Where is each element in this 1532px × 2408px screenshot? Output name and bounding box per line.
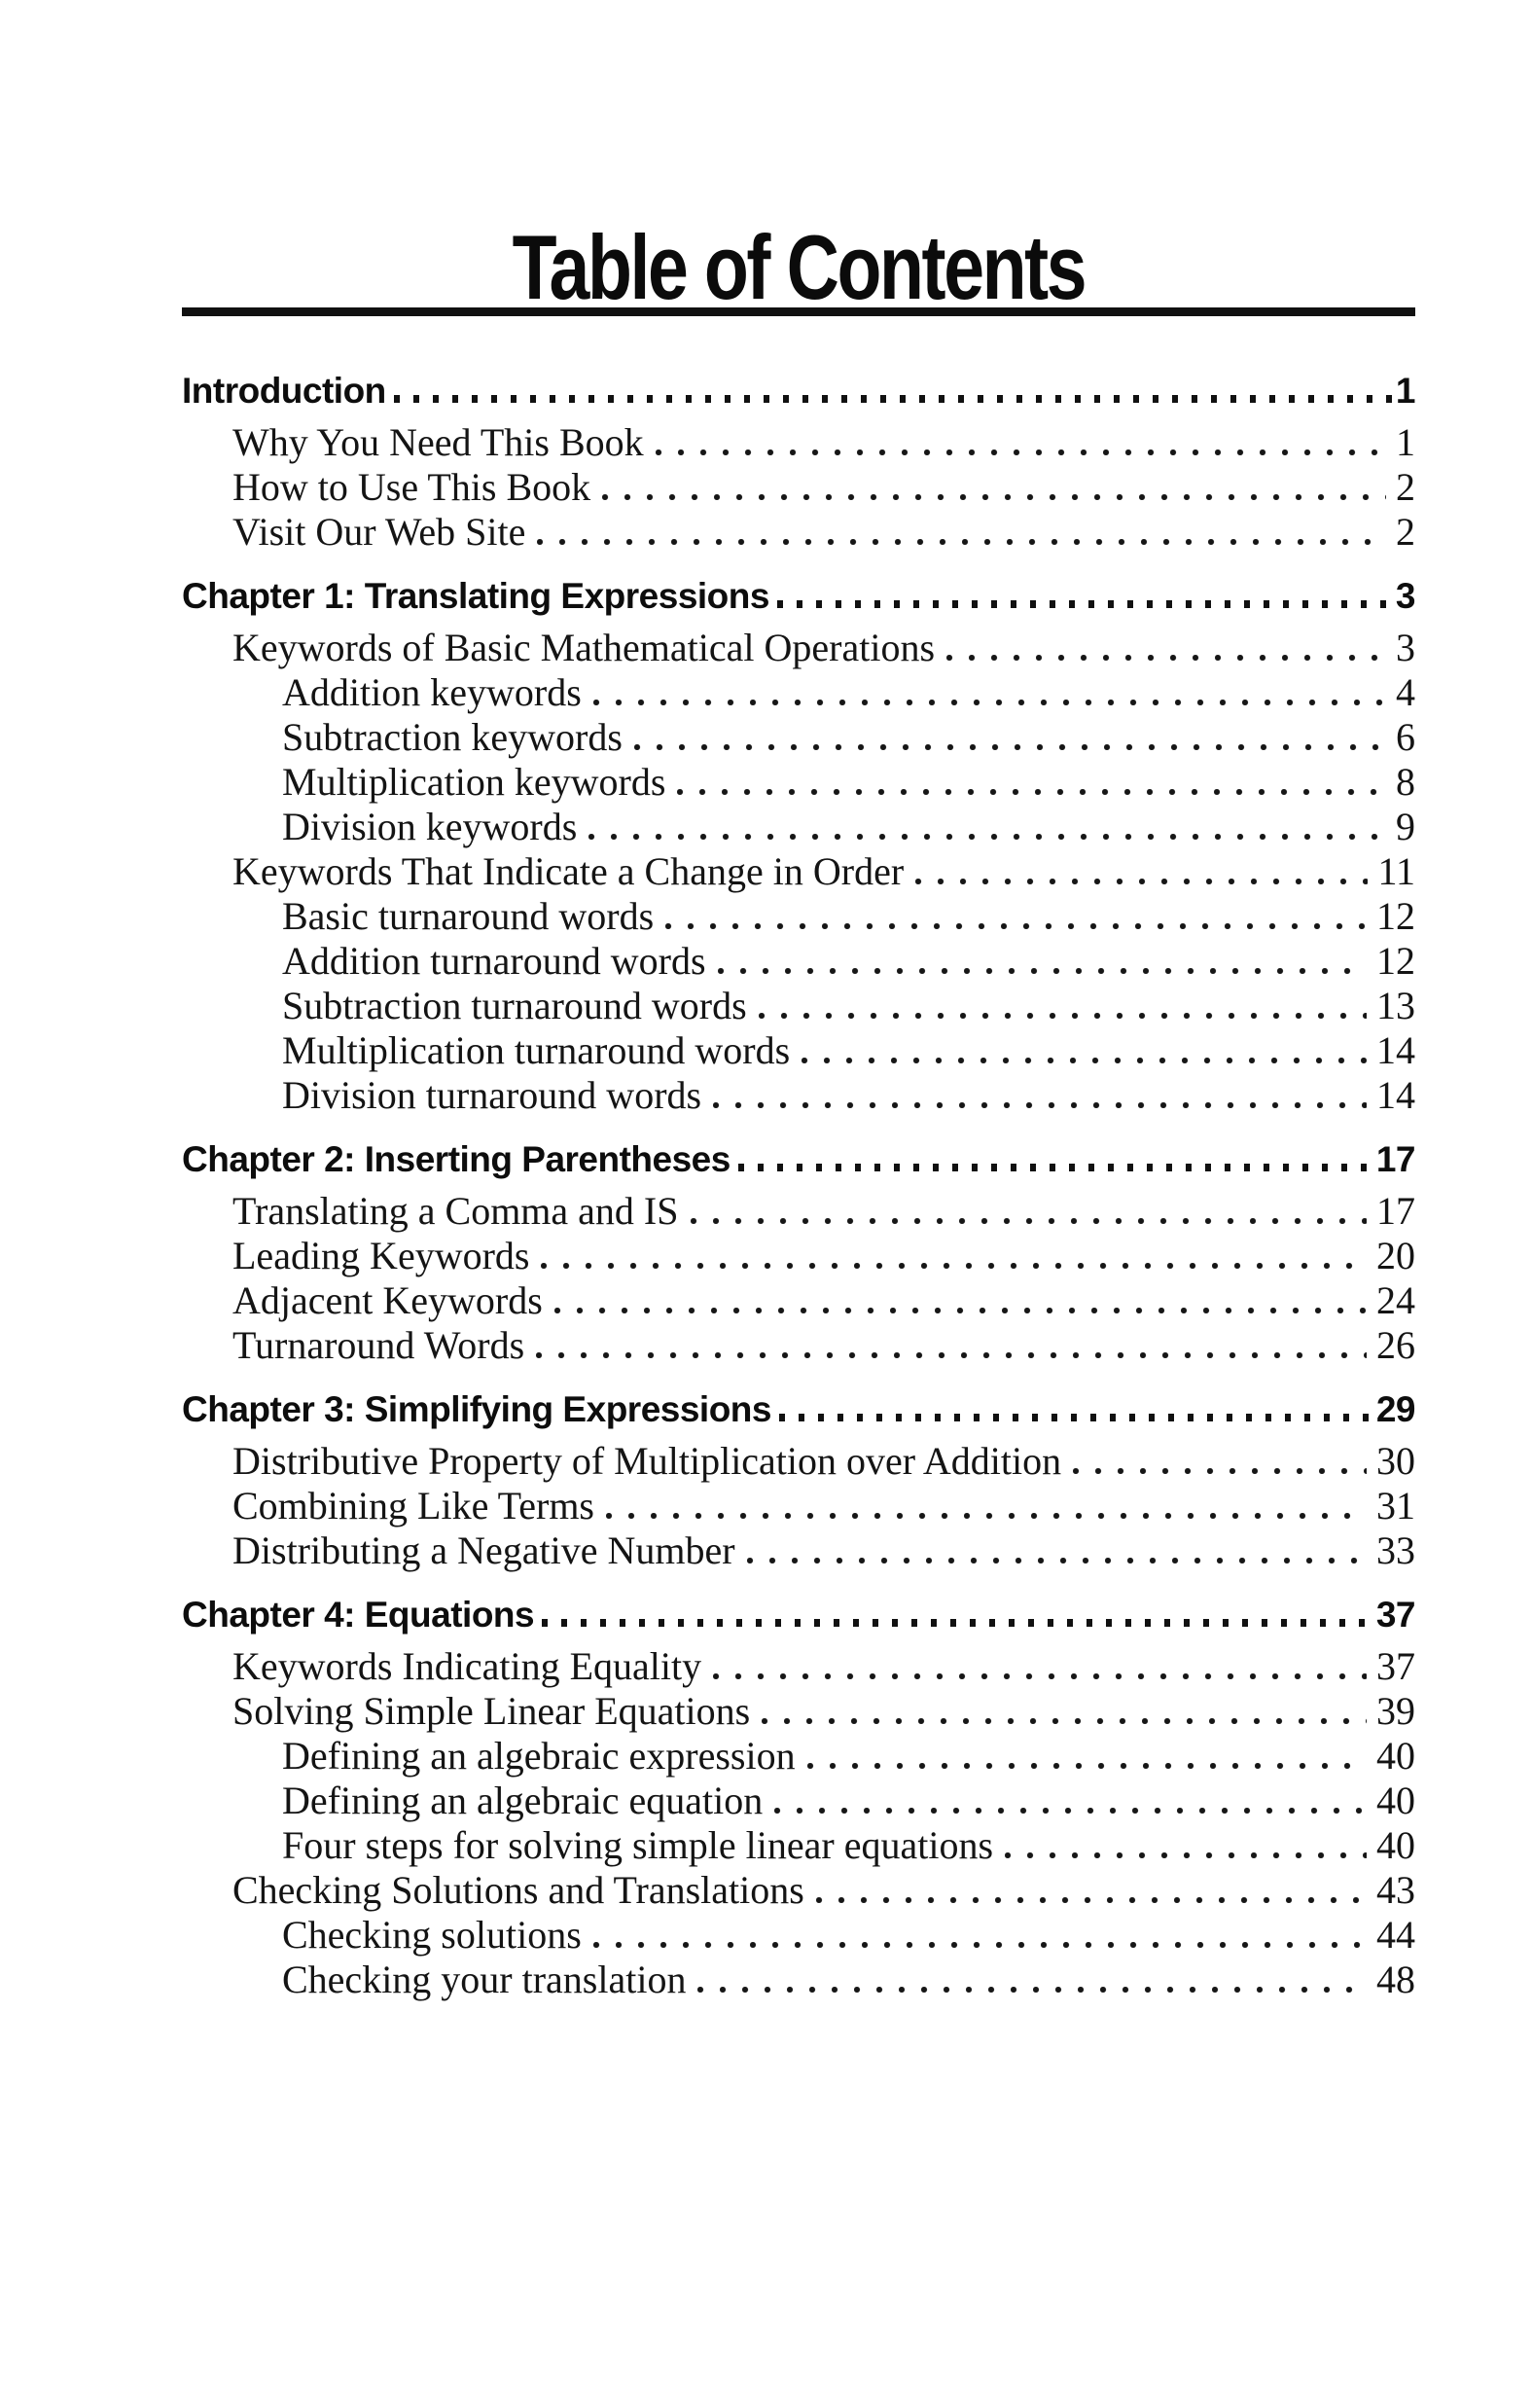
toc-entry bbox=[182, 420, 1415, 465]
toc-entry-label: Distributive Property of Multiplication over Addition bbox=[232, 1439, 1062, 1483]
toc-entry-label: Keywords That Indicate a Change in Order bbox=[232, 849, 905, 893]
toc-entry-label: Basic turnaround words bbox=[282, 894, 655, 938]
toc-entry bbox=[182, 1779, 1415, 1823]
toc-entry-page: 11 bbox=[1377, 849, 1415, 893]
dot-leader bbox=[665, 923, 1367, 929]
toc-entry-page: 3 bbox=[1395, 576, 1415, 616]
toc-entry-label: Addition turnaround words bbox=[282, 939, 706, 983]
toc-entry bbox=[182, 760, 1415, 805]
page-content bbox=[182, 0, 1415, 2002]
toc-entry-page: 8 bbox=[1396, 760, 1415, 804]
toc-entry bbox=[182, 1913, 1415, 1958]
toc-entry bbox=[182, 1234, 1415, 1278]
toc-entry-label: Addition keywords bbox=[282, 670, 582, 714]
dot-leader bbox=[1005, 1852, 1367, 1858]
toc-entry-label: Chapter 4: Equations bbox=[182, 1595, 535, 1635]
dot-leader bbox=[593, 700, 1386, 705]
toc-entry-page: 17 bbox=[1376, 1189, 1415, 1233]
toc-entry-label: Chapter 1: Translating Expressions bbox=[182, 576, 769, 616]
toc-entry-page: 12 bbox=[1376, 939, 1415, 983]
dot-leader bbox=[602, 494, 1386, 500]
toc-entry bbox=[182, 574, 1415, 619]
dot-leader bbox=[816, 1897, 1367, 1903]
toc-entry-page: 44 bbox=[1376, 1913, 1415, 1957]
dot-leader bbox=[807, 1763, 1367, 1769]
dot-leader bbox=[946, 655, 1386, 661]
toc-entry bbox=[182, 1593, 1415, 1637]
dot-leader bbox=[713, 1102, 1367, 1108]
dot-leader bbox=[697, 1987, 1367, 1993]
toc-entry-page: 17 bbox=[1375, 1139, 1415, 1179]
dot-leader bbox=[554, 1308, 1367, 1313]
dot-leader bbox=[394, 395, 1394, 403]
toc-entry bbox=[182, 1073, 1415, 1118]
toc-entry-label: Translating a Comma and IS bbox=[232, 1189, 679, 1233]
toc-entry-label: Multiplication keywords bbox=[282, 760, 666, 804]
dot-leader bbox=[774, 1808, 1367, 1814]
toc-entry-label: Four steps for solving simple linear equations bbox=[282, 1823, 994, 1867]
toc-entry bbox=[182, 670, 1415, 715]
toc-entry-page: 31 bbox=[1376, 1484, 1415, 1527]
toc-entry-page: 1 bbox=[1396, 420, 1415, 464]
dot-leader bbox=[593, 1942, 1367, 1948]
toc-entry-label: Keywords Indicating Equality bbox=[232, 1644, 702, 1688]
dot-leader bbox=[1073, 1468, 1367, 1474]
toc-entry bbox=[182, 805, 1415, 849]
toc-entry-label: Adjacent Keywords bbox=[232, 1278, 543, 1322]
toc-entry bbox=[182, 715, 1415, 760]
toc-entry-page: 29 bbox=[1375, 1389, 1415, 1429]
toc-entry-label: Checking Solutions and Translations bbox=[232, 1868, 804, 1912]
toc-entry bbox=[182, 465, 1415, 510]
toc-entry-label: Checking solutions bbox=[282, 1913, 582, 1957]
toc-entry-page: 3 bbox=[1396, 626, 1415, 669]
dot-leader bbox=[606, 1513, 1367, 1519]
dot-leader bbox=[691, 1218, 1368, 1224]
toc-entry bbox=[182, 1278, 1415, 1323]
dot-leader bbox=[536, 1352, 1367, 1358]
toc-entry-page: 14 bbox=[1376, 1073, 1415, 1117]
dot-leader bbox=[777, 600, 1394, 608]
toc-entry-label: Visit Our Web Site bbox=[232, 510, 526, 554]
dot-leader bbox=[542, 1619, 1374, 1627]
toc-entry-label: Solving Simple Linear Equations bbox=[232, 1689, 751, 1733]
dot-leader bbox=[713, 1673, 1367, 1679]
toc-entry bbox=[182, 510, 1415, 555]
toc-entry bbox=[182, 369, 1415, 413]
toc-entry bbox=[182, 1644, 1415, 1689]
toc-entry-label: Subtraction turnaround words bbox=[282, 984, 747, 1027]
toc-entry-page: 12 bbox=[1376, 894, 1415, 938]
toc-entry-page: 1 bbox=[1395, 371, 1415, 411]
toc-entry-page: 37 bbox=[1376, 1644, 1415, 1688]
toc-entry-label: How to Use This Book bbox=[232, 465, 591, 509]
toc-entry-label: Division turnaround words bbox=[282, 1073, 702, 1117]
toc-entry bbox=[182, 984, 1415, 1028]
toc-entry-page: 2 bbox=[1396, 510, 1415, 554]
toc-entry-page: 6 bbox=[1396, 715, 1415, 759]
toc-entry bbox=[182, 626, 1415, 670]
toc-entry bbox=[182, 1484, 1415, 1528]
dot-leader bbox=[915, 879, 1368, 884]
toc-entry-page: 40 bbox=[1376, 1734, 1415, 1778]
toc-entry bbox=[182, 1189, 1415, 1234]
toc-entry-page: 40 bbox=[1376, 1779, 1415, 1822]
toc-entry bbox=[182, 894, 1415, 939]
toc-entry bbox=[182, 1323, 1415, 1368]
toc-entry bbox=[182, 1439, 1415, 1484]
toc-entry-page: 40 bbox=[1376, 1823, 1415, 1867]
toc-entry bbox=[182, 1689, 1415, 1734]
toc-entry-page: 48 bbox=[1376, 1958, 1415, 2001]
page-title-wrap bbox=[182, 216, 1415, 318]
toc-entry-page: 2 bbox=[1396, 465, 1415, 509]
page-title: Table of Contents bbox=[512, 216, 1086, 318]
table-of-contents bbox=[182, 369, 1415, 2002]
toc-entry-label: Subtraction keywords bbox=[282, 715, 623, 759]
toc-entry-label: Defining an algebraic expression bbox=[282, 1734, 796, 1778]
toc-entry bbox=[182, 1734, 1415, 1779]
toc-entry-page: 14 bbox=[1376, 1028, 1415, 1072]
dot-leader bbox=[738, 1164, 1374, 1171]
dot-leader bbox=[588, 834, 1386, 840]
toc-entry bbox=[182, 849, 1415, 894]
toc-entry-page: 33 bbox=[1376, 1528, 1415, 1572]
toc-entry-page: 20 bbox=[1376, 1234, 1415, 1277]
toc-entry-page: 43 bbox=[1376, 1868, 1415, 1912]
toc-entry-label: Checking your translation bbox=[282, 1958, 687, 2001]
toc-entry-label: Introduction bbox=[182, 371, 386, 411]
toc-entry-label: Why You Need This Book bbox=[232, 420, 644, 464]
dot-leader bbox=[747, 1558, 1367, 1563]
toc-entry-page: 24 bbox=[1376, 1278, 1415, 1322]
toc-entry bbox=[182, 1137, 1415, 1182]
dot-leader bbox=[779, 1414, 1374, 1421]
toc-entry bbox=[182, 1387, 1415, 1432]
dot-leader bbox=[759, 1013, 1367, 1019]
toc-entry-label: Combining Like Terms bbox=[232, 1484, 594, 1527]
dot-leader bbox=[541, 1263, 1367, 1269]
toc-entry-page: 30 bbox=[1376, 1439, 1415, 1483]
dot-leader bbox=[802, 1058, 1367, 1063]
toc-entry bbox=[182, 1868, 1415, 1913]
dot-leader bbox=[656, 449, 1386, 455]
dot-leader bbox=[677, 789, 1386, 795]
toc-entry-page: 26 bbox=[1376, 1323, 1415, 1367]
dot-leader bbox=[762, 1718, 1367, 1724]
toc-entry-label: Defining an algebraic equation bbox=[282, 1779, 764, 1822]
toc-entry-label: Keywords of Basic Mathematical Operations bbox=[232, 626, 936, 669]
toc-entry bbox=[182, 1028, 1415, 1073]
toc-entry-page: 37 bbox=[1375, 1595, 1415, 1635]
toc-entry-label: Chapter 2: Inserting Parentheses bbox=[182, 1139, 730, 1179]
toc-entry-page: 39 bbox=[1376, 1689, 1415, 1733]
toc-entry-label: Division keywords bbox=[282, 805, 578, 848]
toc-entry bbox=[182, 1958, 1415, 2002]
toc-entry-label: Distributing a Negative Number bbox=[232, 1528, 735, 1572]
toc-entry-page: 9 bbox=[1396, 805, 1415, 848]
toc-entry-page: 13 bbox=[1376, 984, 1415, 1027]
toc-entry-label: Multiplication turnaround words bbox=[282, 1028, 791, 1072]
dot-leader bbox=[537, 539, 1386, 545]
toc-entry-page: 4 bbox=[1396, 670, 1415, 714]
toc-entry bbox=[182, 1823, 1415, 1868]
dot-leader bbox=[718, 968, 1367, 974]
toc-entry-label: Turnaround Words bbox=[232, 1323, 525, 1367]
toc-entry bbox=[182, 939, 1415, 984]
toc-entry-label: Chapter 3: Simplifying Expressions bbox=[182, 1389, 771, 1429]
toc-entry-label: Leading Keywords bbox=[232, 1234, 530, 1277]
toc-entry bbox=[182, 1528, 1415, 1573]
dot-leader bbox=[634, 744, 1386, 750]
